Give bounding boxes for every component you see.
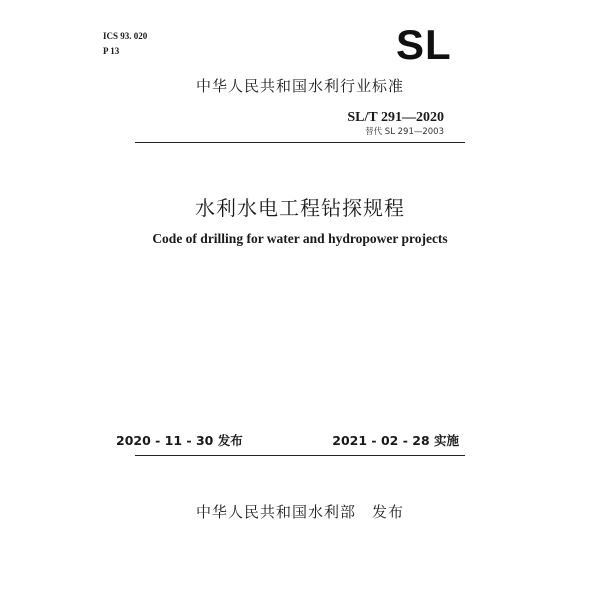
publisher-line [0, 503, 600, 521]
standard-number: SL/T 291—2020 [347, 110, 444, 125]
implementation-date: 2021 - 02 - 28 实施 [332, 433, 459, 448]
sl-logo: SL [396, 21, 452, 68]
document-title-en: Code of drilling for water and hydropower projects [152, 231, 448, 246]
publisher-name: 中华人民共和国水利部 [195, 503, 356, 521]
issue-date: 2020 - 11 - 30 发布 [116, 433, 243, 448]
top-divider [135, 142, 465, 143]
standard-category: 中华人民共和国水利行业标准 [195, 77, 404, 95]
classification-code: P 13 [103, 46, 120, 56]
ics-code: ICS 93. 020 [103, 31, 148, 41]
publisher-action: 发布 [372, 503, 405, 521]
bottom-divider [135, 455, 465, 456]
replaces-note: 替代 SL 291—2003 [365, 127, 444, 137]
document-title-zh: 水利水电工程钻探规程 [195, 196, 405, 220]
